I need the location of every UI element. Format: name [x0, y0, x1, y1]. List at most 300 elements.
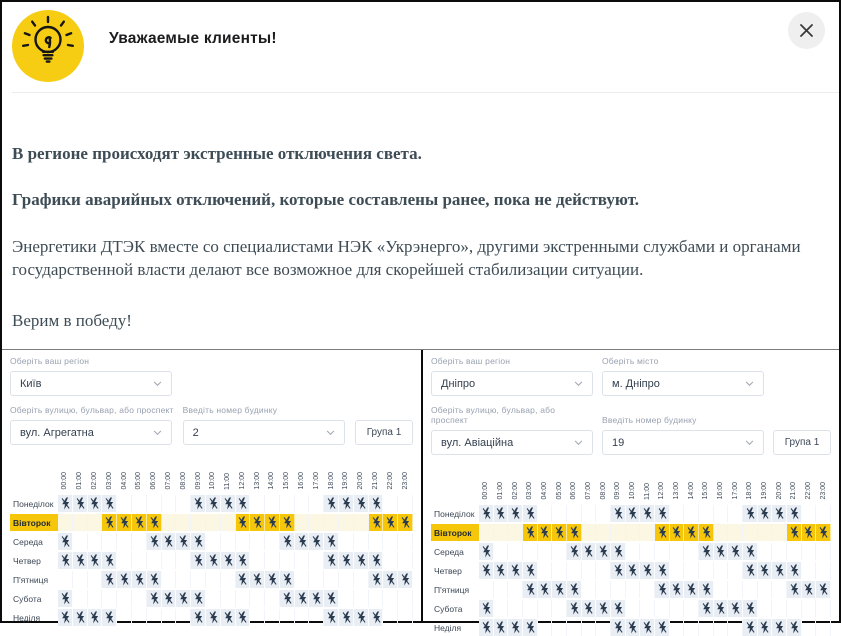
power-outage-icon — [746, 545, 755, 558]
schedule-table — [10, 454, 413, 626]
outage-cell — [265, 514, 280, 531]
outage-cell — [58, 590, 73, 607]
schedule-cell — [88, 590, 103, 607]
power-outage-icon — [401, 573, 410, 586]
hour-label: 07:00 — [164, 472, 172, 490]
outage-cell — [88, 495, 103, 512]
schedule-cell — [479, 581, 494, 598]
power-outage-icon — [599, 602, 608, 615]
outage-cell — [567, 543, 582, 560]
schedule-cell — [626, 524, 641, 541]
power-outage-icon — [687, 583, 696, 596]
schedule-cell — [354, 571, 369, 588]
schedule-row — [431, 619, 831, 636]
hour-label: 01:00 — [76, 472, 84, 490]
power-outage-icon — [194, 611, 203, 624]
schedule-cell — [523, 600, 538, 617]
hour-label: 22:00 — [386, 472, 394, 490]
schedule-cell — [265, 609, 280, 626]
schedule-cell — [221, 533, 236, 550]
day-label: Вівторок — [431, 524, 479, 541]
field-region-select — [10, 356, 172, 396]
schedule-cell — [162, 495, 177, 512]
power-outage-icon — [61, 592, 70, 605]
field-row — [431, 405, 831, 455]
schedule-cell — [508, 600, 523, 617]
schedule-cell — [176, 514, 191, 531]
outage-cell — [758, 562, 773, 579]
schedule-cell — [670, 505, 685, 522]
outage-cell — [787, 581, 802, 598]
schedule-cell — [596, 524, 611, 541]
schedule-row — [10, 533, 413, 550]
city-select[interactable] — [602, 371, 764, 396]
hour-label: 03:00 — [526, 482, 534, 500]
schedule-cell — [250, 533, 265, 550]
hour-label: 03:00 — [105, 472, 113, 490]
outage-cell — [626, 619, 641, 636]
schedule-cell — [324, 571, 339, 588]
hour-label: 11:00 — [643, 483, 651, 500]
outage-cell — [508, 619, 523, 636]
hour-label: 10:00 — [628, 482, 636, 500]
outage-cell — [191, 609, 206, 626]
power-outage-icon — [570, 526, 579, 539]
schedule-cell — [758, 524, 773, 541]
schedule-cell — [162, 514, 177, 531]
schedule-row — [10, 514, 413, 531]
schedule-cell — [596, 581, 611, 598]
power-outage-icon — [643, 564, 652, 577]
outage-cell — [191, 552, 206, 569]
schedule-cell — [250, 552, 265, 569]
outage-cell — [523, 581, 538, 598]
outage-cell — [221, 552, 236, 569]
schedule-cell — [596, 562, 611, 579]
close-button[interactable] — [788, 12, 825, 49]
day-label: Неділя — [434, 622, 462, 633]
power-outage-icon — [238, 497, 247, 510]
hour-label: 15:00 — [702, 482, 710, 500]
power-outage-icon — [209, 611, 218, 624]
power-outage-icon — [150, 516, 159, 529]
schedule-cell — [324, 514, 339, 531]
hour-label: 16:00 — [298, 472, 306, 490]
outage-cell — [655, 581, 670, 598]
power-outage-icon — [298, 535, 307, 548]
corner-cell — [431, 464, 479, 500]
outage-cell — [626, 505, 641, 522]
power-outage-icon — [526, 507, 535, 520]
outage-cell — [538, 524, 553, 541]
power-outage-icon — [482, 621, 491, 634]
schedule-cell — [494, 600, 509, 617]
outage-cell — [324, 552, 339, 569]
schedule-cell — [369, 533, 384, 550]
outage-cell — [684, 524, 699, 541]
schedule-table — [431, 464, 831, 636]
schedule-cell — [538, 562, 553, 579]
power-outage-icon — [614, 621, 623, 634]
schedule-cell — [162, 609, 177, 626]
schedule-cell — [250, 609, 265, 626]
hour-label: 04:00 — [120, 472, 128, 490]
outage-cell — [236, 609, 251, 626]
hour-label: 21:00 — [372, 472, 380, 490]
street-select[interactable] — [10, 420, 172, 445]
outage-cell — [369, 609, 384, 626]
outage-cell — [816, 524, 831, 541]
power-outage-icon — [209, 554, 218, 567]
hour-label: 15:00 — [283, 472, 291, 490]
outage-cell — [250, 514, 265, 531]
power-outage-icon — [209, 497, 218, 510]
day-label: Четвер — [434, 565, 462, 576]
power-outage-icon — [760, 564, 769, 577]
outage-cell — [88, 552, 103, 569]
outage-cell — [236, 495, 251, 512]
schedule-cell — [295, 514, 310, 531]
outage-cell — [743, 600, 758, 617]
schedule-cell — [88, 571, 103, 588]
schedule-cell — [684, 600, 699, 617]
outage-cell — [206, 495, 221, 512]
hour-label: 02:00 — [90, 472, 98, 490]
outage-cell — [699, 600, 714, 617]
schedule-cell — [383, 533, 398, 550]
chevron-down-icon — [574, 378, 583, 390]
field-label: Оберіть місто — [602, 356, 659, 366]
power-outage-icon — [357, 611, 366, 624]
outage-cell — [191, 590, 206, 607]
hour-label: 23:00 — [401, 472, 409, 490]
outage-cell — [582, 543, 597, 560]
street-select[interactable] — [431, 430, 593, 455]
schedule-cell — [728, 619, 743, 636]
outage-cell — [206, 552, 221, 569]
selected-value: Дніпро — [441, 377, 476, 390]
outage-cell — [236, 571, 251, 588]
schedule-cell — [670, 619, 685, 636]
schedule-cell — [221, 571, 236, 588]
outage-cell — [58, 552, 73, 569]
outage-cell — [206, 609, 221, 626]
outage-cell — [508, 505, 523, 522]
field-label: Оберіть ваш регіон — [10, 356, 90, 366]
chevron-down-icon — [326, 427, 335, 439]
outage-cell — [280, 571, 295, 588]
power-outage-icon — [804, 526, 813, 539]
schedule-cell — [176, 495, 191, 512]
schedule-cell — [582, 619, 597, 636]
power-outage-icon — [599, 545, 608, 558]
building-select[interactable] — [602, 430, 764, 455]
schedule-cell — [265, 552, 280, 569]
hour-label: 13:00 — [253, 472, 261, 490]
corner-cell — [10, 454, 58, 490]
outage-cell — [728, 600, 743, 617]
power-outage-icon — [658, 564, 667, 577]
outage-cell — [640, 562, 655, 579]
outage-cell — [787, 562, 802, 579]
day-label: Понеділок — [13, 498, 54, 509]
schedule-cell — [684, 505, 699, 522]
outage-cell — [802, 524, 817, 541]
lightbulb-icon — [12, 10, 84, 82]
schedule-cell — [206, 514, 221, 531]
hour-label: 08:00 — [179, 472, 187, 490]
schedule-cell — [508, 524, 523, 541]
power-outage-icon — [372, 497, 381, 510]
outage-cell — [743, 505, 758, 522]
power-outage-icon — [526, 564, 535, 577]
power-outage-icon — [386, 516, 395, 529]
schedule-cell — [743, 581, 758, 598]
outage-cell — [611, 505, 626, 522]
power-outage-icon — [819, 583, 828, 596]
hour-label: 19:00 — [760, 482, 768, 500]
schedule-cell — [758, 543, 773, 560]
power-outage-icon — [496, 507, 505, 520]
schedule-cell — [802, 619, 817, 636]
schedule-cell — [728, 524, 743, 541]
outage-cell — [699, 581, 714, 598]
power-outage-icon — [342, 554, 351, 567]
selected-value: вул. Агрегатна — [20, 426, 94, 439]
schedule-cell — [611, 581, 626, 598]
outage-cell — [383, 571, 398, 588]
schedule-cell — [802, 562, 817, 579]
schedule-cell — [147, 609, 162, 626]
power-outage-icon — [790, 564, 799, 577]
power-outage-icon — [775, 564, 784, 577]
header-divider — [12, 92, 839, 93]
power-outage-icon — [372, 611, 381, 624]
outage-cell — [758, 505, 773, 522]
power-outage-icon — [570, 583, 579, 596]
schedule-cell — [236, 590, 251, 607]
power-outage-icon — [526, 526, 535, 539]
outage-cell — [221, 609, 236, 626]
power-outage-icon — [194, 535, 203, 548]
outage-cell — [816, 581, 831, 598]
schedule-cell — [265, 495, 280, 512]
outage-cell — [369, 552, 384, 569]
chevron-down-icon — [153, 427, 162, 439]
region-select[interactable] — [10, 371, 172, 396]
hour-label: 02:00 — [511, 482, 519, 500]
outage-cell — [567, 600, 582, 617]
outage-cell — [699, 524, 714, 541]
hour-label: 07:00 — [584, 482, 592, 500]
outage-cell — [596, 543, 611, 560]
schedule-cell — [117, 533, 132, 550]
schedule-cell — [176, 609, 191, 626]
outage-cell — [640, 505, 655, 522]
power-outage-icon — [746, 564, 755, 577]
schedule-cell — [640, 543, 655, 560]
outage-cell — [611, 619, 626, 636]
schedule-cell — [73, 533, 88, 550]
schedule-cell — [176, 571, 191, 588]
schedule-cell — [582, 581, 597, 598]
day-label: Четвер — [13, 555, 41, 566]
power-outage-icon — [120, 516, 129, 529]
hour-label: 05:00 — [135, 472, 143, 490]
schedule-cell — [596, 619, 611, 636]
power-outage-icon — [702, 583, 711, 596]
power-outage-icon — [614, 602, 623, 615]
outage-cell — [369, 495, 384, 512]
schedule-header-row — [431, 464, 831, 500]
schedule-cell — [655, 543, 670, 560]
schedule-panels — [2, 349, 839, 633]
power-outage-icon — [357, 497, 366, 510]
region-select[interactable] — [431, 371, 593, 396]
hour-label: 14:00 — [268, 472, 276, 490]
schedule-cell — [221, 590, 236, 607]
outage-cell — [162, 590, 177, 607]
power-outage-icon — [496, 621, 505, 634]
schedule-cell — [339, 533, 354, 550]
outage-cell — [73, 495, 88, 512]
schedule-cell — [655, 600, 670, 617]
schedule-cell — [552, 600, 567, 617]
schedule-cell — [816, 562, 831, 579]
schedule-cell — [640, 581, 655, 598]
outage-cell — [479, 619, 494, 636]
schedule-cell — [684, 619, 699, 636]
schedule-cell — [802, 505, 817, 522]
power-outage-icon — [76, 611, 85, 624]
schedule-cell — [699, 505, 714, 522]
power-outage-icon — [372, 554, 381, 567]
outage-cell — [787, 505, 802, 522]
power-outage-icon — [90, 611, 99, 624]
outage-cell — [787, 524, 802, 541]
outage-cell — [684, 581, 699, 598]
power-outage-icon — [298, 592, 307, 605]
hour-label: 06:00 — [150, 472, 158, 490]
schedule-cell — [117, 590, 132, 607]
power-outage-icon — [238, 573, 247, 586]
building-select[interactable] — [183, 420, 345, 445]
outage-cell — [102, 609, 117, 626]
group-button[interactable]: Група 1 — [773, 430, 831, 455]
power-outage-icon — [327, 497, 336, 510]
outage-cell — [699, 543, 714, 560]
power-outage-icon — [570, 602, 579, 615]
schedule-cell — [626, 543, 641, 560]
power-outage-icon — [482, 545, 491, 558]
power-outage-icon — [716, 545, 725, 558]
outage-cell — [117, 514, 132, 531]
schedule-header-row — [10, 454, 413, 490]
schedule-cell — [295, 495, 310, 512]
chevron-down-icon — [153, 378, 162, 390]
schedule-cell — [73, 571, 88, 588]
schedule-cell — [699, 562, 714, 579]
schedule-cell — [508, 543, 523, 560]
power-outage-icon — [105, 554, 114, 567]
close-icon — [799, 23, 814, 38]
schedule-cell — [552, 543, 567, 560]
power-outage-icon — [482, 602, 491, 615]
schedule-cell — [339, 590, 354, 607]
power-outage-icon — [511, 507, 520, 520]
outage-cell — [132, 571, 147, 588]
power-outage-icon — [283, 535, 292, 548]
outage-cell — [369, 514, 384, 531]
schedule-cell — [582, 505, 597, 522]
day-label: Субота — [434, 603, 463, 614]
schedule-cell — [494, 524, 509, 541]
schedule-cell — [670, 562, 685, 579]
outage-cell — [523, 505, 538, 522]
outage-cell — [250, 571, 265, 588]
outage-cell — [339, 609, 354, 626]
outage-cell — [102, 571, 117, 588]
schedule-cell — [787, 543, 802, 560]
schedule-cell — [567, 562, 582, 579]
schedule-cell — [221, 514, 236, 531]
schedule-cell — [479, 524, 494, 541]
power-outage-icon — [775, 621, 784, 634]
outage-cell — [383, 514, 398, 531]
power-outage-icon — [702, 545, 711, 558]
outage-cell — [191, 495, 206, 512]
day-label: Середа — [13, 536, 43, 547]
schedule-cell — [206, 533, 221, 550]
power-outage-icon — [135, 516, 144, 529]
outage-cell — [162, 533, 177, 550]
power-outage-icon — [238, 516, 247, 529]
outage-cell — [58, 495, 73, 512]
power-outage-icon — [135, 573, 144, 586]
schedule-cell — [132, 552, 147, 569]
schedule-cell — [117, 552, 132, 569]
power-outage-icon — [224, 611, 233, 624]
message-line: Энергетики ДТЭК вместе со специалистами НЭК «Укрэнерго», другими экстренными службами и органами государственной власти делают все возможное для скорейшей стабилизации ситуации. — [12, 236, 801, 280]
schedule-cell — [280, 609, 295, 626]
schedule-cell — [354, 533, 369, 550]
schedule-cell — [295, 552, 310, 569]
power-outage-icon — [312, 592, 321, 605]
group-button[interactable]: Група 1 — [355, 420, 413, 445]
outage-cell — [339, 552, 354, 569]
schedule-cell — [398, 533, 413, 550]
schedule-cell — [132, 590, 147, 607]
hour-label: 18:00 — [327, 472, 335, 490]
outage-cell — [743, 619, 758, 636]
schedule-cell — [280, 495, 295, 512]
day-label: П'ятниця — [13, 574, 49, 585]
schedule-row — [10, 590, 413, 607]
schedule-cell — [369, 590, 384, 607]
outage-cell — [611, 543, 626, 560]
outage-cell — [772, 619, 787, 636]
selected-value: м. Дніпро — [612, 377, 660, 390]
schedule-cell — [640, 600, 655, 617]
schedule-cell — [567, 619, 582, 636]
outage-cell — [176, 533, 191, 550]
schedule-cell — [538, 543, 553, 560]
schedule-cell — [816, 600, 831, 617]
schedule-cell — [58, 571, 73, 588]
hour-label: 18:00 — [746, 482, 754, 500]
schedule-cell — [339, 571, 354, 588]
field-row — [10, 356, 413, 396]
